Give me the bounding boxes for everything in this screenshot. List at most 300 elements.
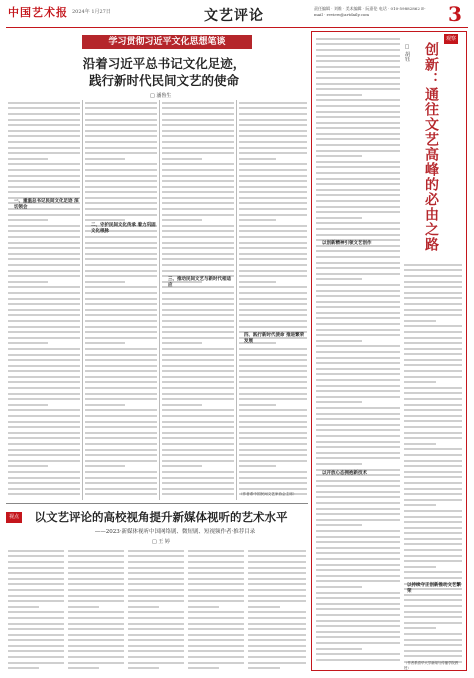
text-line <box>404 476 462 480</box>
text-line <box>162 409 234 413</box>
text-line <box>239 147 307 151</box>
text-line <box>316 502 400 506</box>
text-line <box>162 247 234 251</box>
text-line <box>162 119 234 123</box>
text-line <box>404 286 462 290</box>
text-line <box>248 561 306 565</box>
text-line <box>404 560 462 564</box>
text-line <box>404 264 462 268</box>
text-line <box>8 628 64 632</box>
text-line <box>162 376 234 380</box>
text-line <box>316 88 400 92</box>
text-line <box>68 650 124 654</box>
text-line <box>68 656 124 660</box>
text-line <box>85 376 157 380</box>
text-line <box>316 362 400 366</box>
text-line <box>162 337 234 341</box>
text-line <box>316 155 362 159</box>
text-line <box>162 404 202 408</box>
text-line <box>316 150 400 154</box>
text-line <box>404 409 462 413</box>
text-line <box>404 415 462 419</box>
text-line <box>316 122 400 126</box>
text-line <box>404 348 462 352</box>
text-line <box>239 460 307 464</box>
text-line <box>316 234 400 238</box>
text-line <box>188 611 244 615</box>
text-line <box>404 292 462 296</box>
text-line <box>68 623 124 627</box>
text-line <box>239 415 307 419</box>
text-line <box>248 650 306 654</box>
text-line <box>85 342 125 346</box>
text-line <box>68 595 124 599</box>
section-divider <box>6 503 308 504</box>
text-line <box>316 66 400 70</box>
side-subhead-3: 以持续守正创新推动文艺繁荣 <box>407 583 461 594</box>
text-line <box>239 152 307 156</box>
text-line <box>248 555 306 559</box>
text-line <box>162 124 234 128</box>
text-line <box>8 561 64 565</box>
text-line <box>68 567 124 571</box>
text-line <box>316 597 400 601</box>
text-line <box>128 617 184 621</box>
text-line <box>404 448 462 452</box>
text-line <box>85 286 157 290</box>
text-line <box>162 147 234 151</box>
text-line <box>85 404 125 408</box>
text-line <box>404 432 462 436</box>
column-divider <box>159 100 160 500</box>
text-line <box>239 163 307 167</box>
text-line <box>8 152 80 156</box>
text-line <box>8 365 80 369</box>
text-line <box>239 130 307 134</box>
text-line <box>162 180 234 184</box>
text-line <box>248 656 306 660</box>
text-line <box>239 381 307 385</box>
text-line <box>8 471 80 475</box>
text-line <box>8 426 80 430</box>
text-line <box>68 583 124 587</box>
text-line <box>162 214 234 218</box>
text-line <box>188 583 244 587</box>
text-line <box>8 175 80 179</box>
text-line <box>8 454 80 458</box>
text-line <box>8 398 80 402</box>
text-line <box>316 569 400 573</box>
bottom-tag: 视点 <box>6 512 22 523</box>
text-line <box>8 298 80 302</box>
column-divider <box>82 100 83 500</box>
text-line <box>316 183 400 187</box>
text-line <box>162 158 202 162</box>
text-line <box>85 258 157 262</box>
text-line <box>128 628 184 632</box>
text-line <box>239 107 307 111</box>
text-line <box>239 135 307 139</box>
text-line <box>316 636 400 640</box>
text-line <box>128 623 184 627</box>
text-line <box>85 236 157 240</box>
text-line <box>239 314 307 318</box>
text-line <box>239 409 307 413</box>
column-divider <box>236 100 237 500</box>
main-headline <box>24 55 304 89</box>
text-line <box>316 138 400 142</box>
bottom-col-2 <box>68 548 124 672</box>
text-line <box>8 258 80 262</box>
text-line <box>162 393 234 397</box>
text-line <box>239 186 307 190</box>
text-line <box>8 348 80 352</box>
text-line <box>162 186 234 190</box>
text-line <box>316 144 400 148</box>
text-line <box>239 191 307 195</box>
text-line <box>85 275 157 279</box>
text-line <box>316 396 400 400</box>
text-line <box>85 393 157 397</box>
text-line <box>85 370 157 374</box>
text-line <box>239 141 307 145</box>
text-line <box>85 415 157 419</box>
text-line <box>239 202 307 206</box>
text-line <box>316 161 400 165</box>
text-line <box>8 163 80 167</box>
text-line <box>248 628 306 632</box>
text-line <box>85 432 157 436</box>
text-line <box>8 600 64 604</box>
text-line <box>85 186 157 190</box>
text-line <box>316 278 362 282</box>
text-line <box>8 437 80 441</box>
text-line <box>128 550 184 554</box>
text-line <box>8 421 80 425</box>
text-line <box>162 309 234 313</box>
text-line <box>85 214 157 218</box>
text-line <box>316 480 400 484</box>
text-line <box>8 617 64 621</box>
text-line <box>239 253 307 257</box>
text-line <box>239 437 307 441</box>
text-line <box>316 429 400 433</box>
text-line <box>316 228 400 232</box>
text-line <box>8 645 64 649</box>
text-line <box>85 202 157 206</box>
text-line <box>8 370 80 374</box>
text-line <box>85 158 125 162</box>
text-line <box>85 309 157 313</box>
text-line <box>162 482 234 486</box>
text-line <box>239 286 307 290</box>
text-line <box>162 225 234 229</box>
text-line <box>68 600 124 604</box>
text-line <box>404 577 462 581</box>
text-line <box>68 639 124 643</box>
text-line <box>188 578 244 582</box>
text-line <box>404 571 462 575</box>
text-line <box>8 404 48 408</box>
text-line <box>85 359 157 363</box>
text-line <box>316 513 400 517</box>
text-line <box>162 348 234 352</box>
text-line <box>239 247 307 251</box>
text-line <box>85 488 157 492</box>
main-col-4 <box>239 100 307 500</box>
text-line <box>316 648 362 652</box>
text-line <box>85 421 157 425</box>
text-line <box>404 443 436 447</box>
text-line <box>85 365 157 369</box>
text-line <box>404 314 462 318</box>
text-line <box>85 303 157 307</box>
text-line <box>404 532 462 536</box>
text-line <box>8 550 64 554</box>
text-line <box>248 645 306 649</box>
text-line <box>316 273 400 277</box>
text-line <box>316 306 400 310</box>
text-line <box>8 589 64 593</box>
side-subhead-1: 以创新精神引领文艺创作 <box>322 241 372 246</box>
text-line <box>8 264 80 268</box>
text-line <box>316 491 400 495</box>
text-line <box>248 589 306 593</box>
text-line <box>85 102 157 106</box>
text-line <box>128 583 184 587</box>
text-line <box>316 351 400 355</box>
text-line <box>239 348 307 352</box>
text-line <box>316 435 400 439</box>
text-line <box>128 634 184 638</box>
text-line <box>162 443 234 447</box>
text-line <box>316 368 400 372</box>
text-line <box>85 449 157 453</box>
text-line <box>316 541 400 545</box>
text-line <box>162 202 234 206</box>
text-line <box>8 275 80 279</box>
side-feature-author: □ 胡钰 <box>404 44 410 62</box>
text-line <box>162 264 234 268</box>
text-line <box>128 567 184 571</box>
text-line <box>162 292 234 296</box>
text-line <box>85 298 157 302</box>
text-line <box>248 667 280 671</box>
text-line <box>8 191 80 195</box>
text-line <box>85 253 157 257</box>
text-line <box>404 493 462 497</box>
text-line <box>316 446 400 450</box>
text-line <box>85 320 157 324</box>
text-line <box>8 314 80 318</box>
text-line <box>68 611 124 615</box>
text-line <box>128 650 184 654</box>
text-line <box>316 552 400 556</box>
text-line <box>404 627 436 631</box>
text-line <box>85 477 157 481</box>
text-line <box>8 130 80 134</box>
text-line <box>316 390 400 394</box>
text-line <box>8 359 80 363</box>
text-line <box>316 38 400 42</box>
text-line <box>316 211 400 215</box>
text-line <box>128 578 184 582</box>
text-line <box>239 482 307 486</box>
text-line <box>8 102 80 106</box>
text-line <box>162 426 234 430</box>
text-line <box>162 113 234 117</box>
text-line <box>404 342 462 346</box>
text-line <box>404 275 462 279</box>
text-line <box>404 616 462 620</box>
text-line <box>239 426 307 430</box>
text-line <box>8 225 80 229</box>
text-line <box>162 359 234 363</box>
text-line <box>404 320 436 324</box>
text-line <box>8 583 64 587</box>
text-line <box>248 611 306 615</box>
text-line <box>239 119 307 123</box>
section-title: 文艺评论 <box>204 8 264 24</box>
text-line <box>162 320 234 324</box>
text-line <box>239 370 307 374</box>
text-line <box>162 398 234 402</box>
bottom-byline: □ 王 婷 <box>152 539 170 545</box>
main-author-note: （作者系中国民间文艺家协会主席） <box>239 492 297 496</box>
text-line <box>404 359 462 363</box>
text-line <box>404 488 462 492</box>
page-number: 3 <box>448 2 462 26</box>
main-subhead-2: 二、守护民间文化传承 着力巩固文化根脉 <box>91 223 156 234</box>
text-line <box>316 206 400 210</box>
text-line <box>8 270 80 274</box>
text-line <box>128 611 184 615</box>
text-line <box>239 214 307 218</box>
text-line <box>188 572 244 576</box>
text-line <box>162 331 234 335</box>
text-line <box>8 186 80 190</box>
issue-date: 2024年 1月27日 <box>72 9 111 15</box>
text-line <box>85 180 157 184</box>
text-line <box>85 348 157 352</box>
text-line <box>8 124 80 128</box>
text-line <box>316 357 400 361</box>
text-line <box>85 281 125 285</box>
text-line <box>316 373 400 377</box>
text-line <box>239 197 307 201</box>
text-line <box>404 281 462 285</box>
text-line <box>404 309 462 313</box>
text-line <box>162 432 234 436</box>
text-line <box>85 113 157 117</box>
text-line <box>316 99 400 103</box>
text-line <box>85 314 157 318</box>
text-line <box>316 586 362 590</box>
text-line <box>239 421 307 425</box>
text-line <box>239 365 307 369</box>
text-line <box>8 303 80 307</box>
text-line <box>8 477 80 481</box>
text-line <box>248 634 306 638</box>
text-line <box>404 387 462 391</box>
text-line <box>8 488 80 492</box>
text-line <box>162 236 234 240</box>
text-line <box>128 589 184 593</box>
text-line <box>239 264 307 268</box>
text-line <box>316 418 400 422</box>
bottom-subtitle: ——2023·新媒体视听中国网络剧、微短剧、短视频作者·推荐目录 <box>94 529 256 535</box>
text-line <box>162 477 234 481</box>
text-line <box>8 219 48 223</box>
text-line <box>8 595 64 599</box>
text-line <box>8 180 80 184</box>
text-line <box>188 567 244 571</box>
text-line <box>239 471 307 475</box>
text-line <box>8 656 64 660</box>
text-line <box>8 572 64 576</box>
text-line <box>404 504 436 508</box>
text-line <box>188 623 244 627</box>
main-col-1 <box>8 100 80 500</box>
text-line <box>162 437 234 441</box>
text-line <box>239 275 307 279</box>
text-line <box>8 415 80 419</box>
text-line <box>8 482 80 486</box>
text-line <box>188 662 244 666</box>
text-line <box>68 561 124 565</box>
text-line <box>239 387 307 391</box>
text-line <box>8 449 80 453</box>
text-line <box>188 645 244 649</box>
text-line <box>85 242 157 246</box>
bottom-headline: 以文艺评论的高校视角提升新媒体视听的艺术水平 <box>34 510 288 524</box>
text-line <box>404 510 462 514</box>
text-line <box>8 650 64 654</box>
text-line <box>239 454 307 458</box>
text-line <box>239 258 307 262</box>
side-feature-tag: 观察 <box>445 36 456 42</box>
text-line <box>68 578 124 582</box>
text-line <box>128 595 184 599</box>
main-col-2 <box>85 100 157 500</box>
text-line <box>85 130 157 134</box>
text-line <box>316 401 362 405</box>
text-line <box>85 331 157 335</box>
text-line <box>404 392 462 396</box>
text-line <box>85 208 157 212</box>
text-line <box>316 200 400 204</box>
text-line <box>239 477 307 481</box>
text-line <box>316 642 400 646</box>
text-line <box>8 281 48 285</box>
main-col-3 <box>162 100 234 500</box>
text-line <box>162 152 234 156</box>
text-line <box>316 608 400 612</box>
text-line <box>316 94 362 98</box>
text-line <box>8 493 80 497</box>
text-line <box>248 662 306 666</box>
text-line <box>8 409 80 413</box>
text-line <box>8 309 80 313</box>
text-line <box>316 496 400 500</box>
text-line <box>316 250 400 254</box>
bottom-col-3 <box>128 548 184 672</box>
text-line <box>316 653 400 657</box>
text-line <box>316 194 400 198</box>
text-line <box>188 639 244 643</box>
text-line <box>162 230 234 234</box>
text-line <box>316 301 400 305</box>
